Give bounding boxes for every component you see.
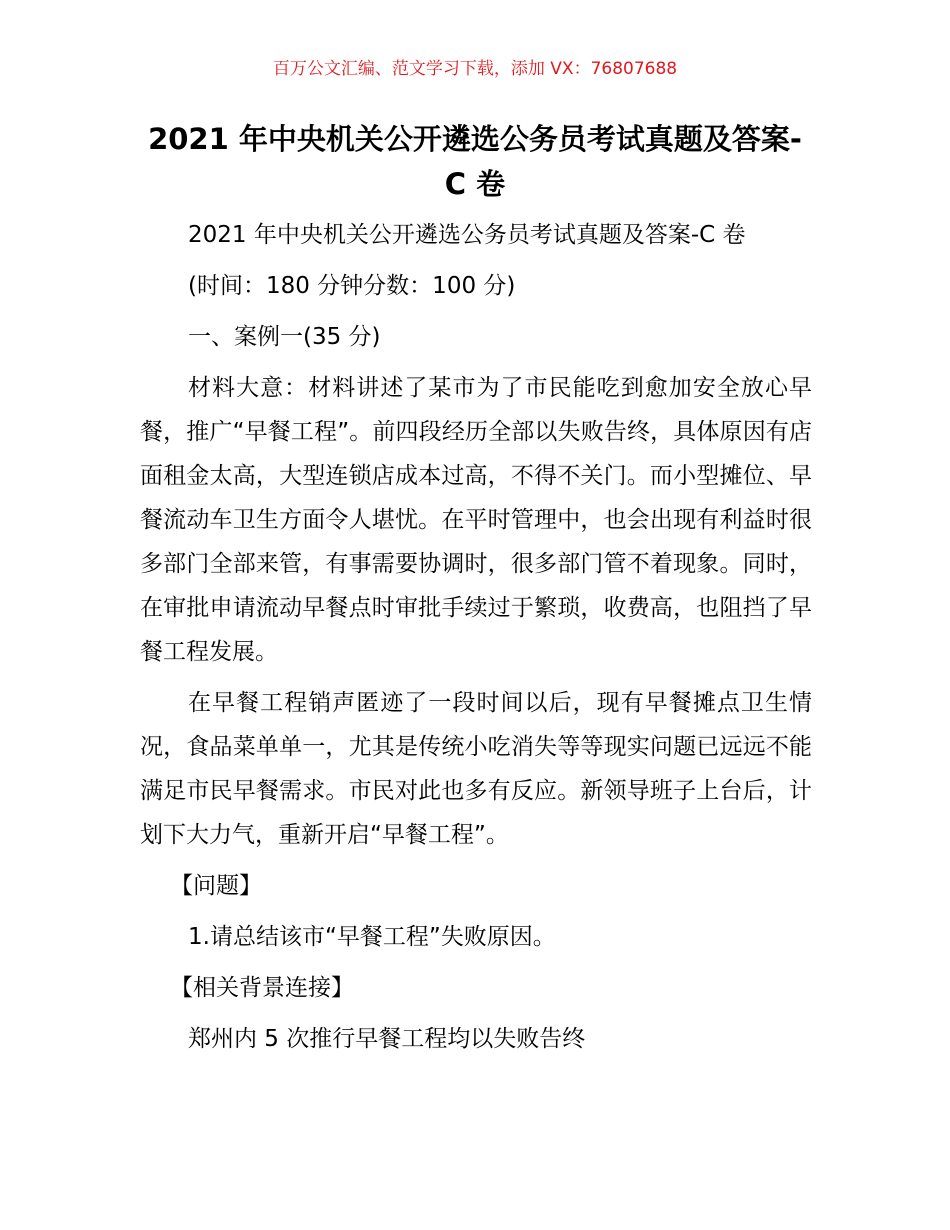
document-title: 2021 年中央机关公开遴选公务员考试真题及答案-C 卷 [148,122,802,201]
promo-header: 百万公文汇编、范文学习下载，添加 VX：76807688 [272,59,678,79]
document-body [140,213,812,1068]
section-heading: 一、案例一(35 分) [188,324,381,350]
material-paragraph-2: 在早餐工程销声匿迹了一段时间以后，现有早餐摊点卫生情况，食品菜单单一，尤其是传统小吃消失等等现实问题已远远不能满足市民早餐需求。市民对此也多有反应。新领导班子上台后，计划下大力气，重新开启“早餐工程”。 [140,690,812,848]
background-item: 郑州内 5 次推行早餐工程均以失败告终 [188,1026,586,1052]
question-item: 1.请总结该市“早餐工程”失败原因。 [188,924,556,950]
material-paragraph: 材料大意：材料讲述了某市为了市民能吃到愈加安全放心早餐，推广“早餐工程”。前四段经历全部以失败告终，具体原因有店面租金太高，大型连锁店成本过高，不得不关门。而小型摊位、早餐流动车卫生方面令人堪忧。在平时管理中，也会出现有利益时很多部门全部来管，有事需要协调时，很多部门管不着现象。同时，在审批申请流动早餐点时审批手续过于繁琐，收费高，也阻挡了早餐工程发展。 [140,375,812,665]
background-label: 【相关背景连接】 [170,975,354,1001]
exam-time-paragraph: (时间：180 分钟分数：100 分) [188,273,516,299]
question-label: 【问题】 [170,873,262,899]
subtitle-paragraph: 2021 年中央机关公开遴选公务员考试真题及答案-C 卷 [188,222,746,248]
